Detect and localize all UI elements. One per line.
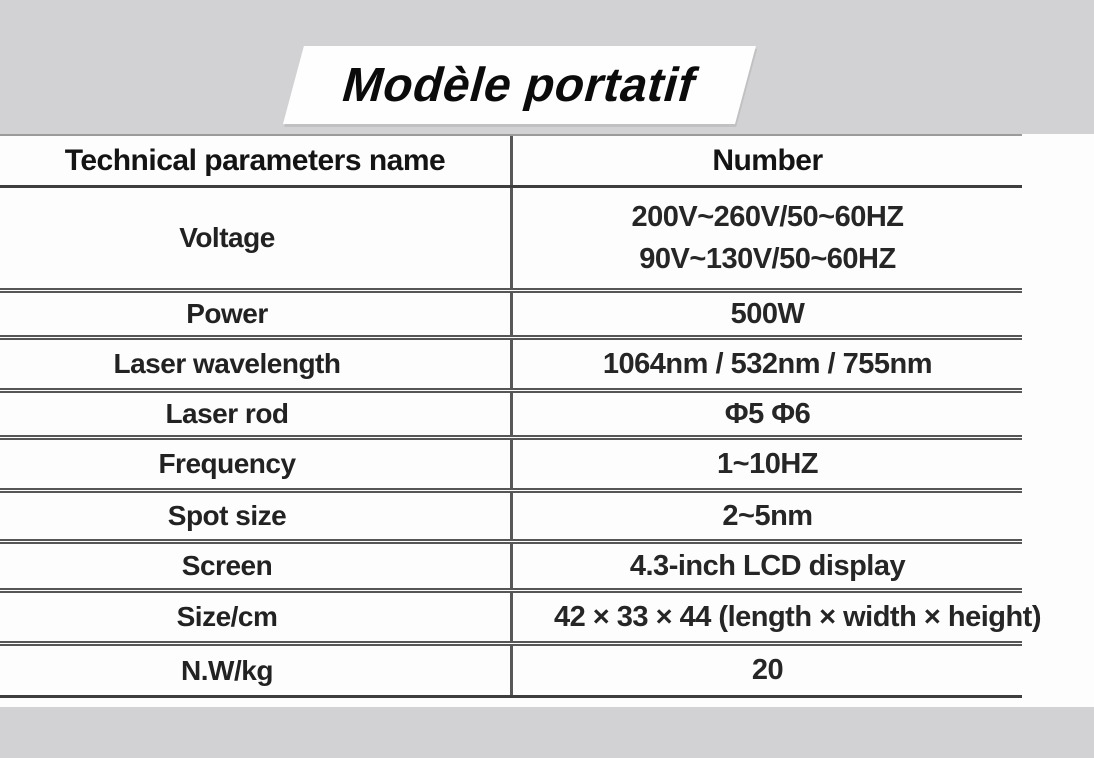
param-value: [513, 188, 1022, 288]
param-label: Frequency: [0, 440, 513, 488]
param-label: Power: [0, 293, 513, 335]
table-row-spot-size: [0, 493, 1022, 544]
table-row-voltage: [0, 188, 1022, 293]
param-label: Size/cm: [0, 593, 513, 641]
table-row-power: [0, 293, 1022, 340]
spec-table: [0, 134, 1041, 698]
param-label: Screen: [0, 544, 513, 588]
param-value: 20: [751, 654, 784, 686]
param-value: 1~10HZ: [717, 447, 818, 480]
title-banner: [283, 46, 756, 124]
spec-sheet: [0, 134, 1094, 707]
param-value: 500W: [730, 297, 805, 330]
table-row-frequency: [0, 440, 1022, 493]
param-value-line: 200V~260V/50~60HZ: [631, 201, 904, 233]
param-value: 42 × 33 × 44 (length × width × height): [553, 600, 1041, 633]
table-row-net-weight: [0, 646, 1022, 698]
col-header-number: Number: [712, 143, 823, 177]
param-value: 2~5nm: [722, 499, 813, 532]
page-title: Modèle portatif: [336, 58, 703, 112]
param-value-line: 90V~130V/50~60HZ: [639, 243, 896, 275]
param-label: Voltage: [0, 188, 513, 288]
table-header-row: [0, 136, 1022, 188]
param-label: Laser wavelength: [0, 340, 513, 388]
param-label: Laser rod: [0, 393, 513, 435]
param-label: Spot size: [0, 493, 513, 539]
param-value: 4.3-inch LCD display: [629, 549, 906, 582]
param-value: Φ5 Φ6: [724, 397, 811, 430]
table-row-size: [0, 593, 1041, 646]
table-row-laser-rod: [0, 393, 1022, 440]
col-header-parameters: Technical parameters name: [0, 136, 513, 185]
param-value: 1064nm / 532nm / 755nm: [602, 347, 933, 380]
param-label: N.W/kg: [0, 646, 513, 695]
table-row-laser-wavelength: [0, 340, 1022, 393]
table-row-screen: [0, 544, 1022, 593]
